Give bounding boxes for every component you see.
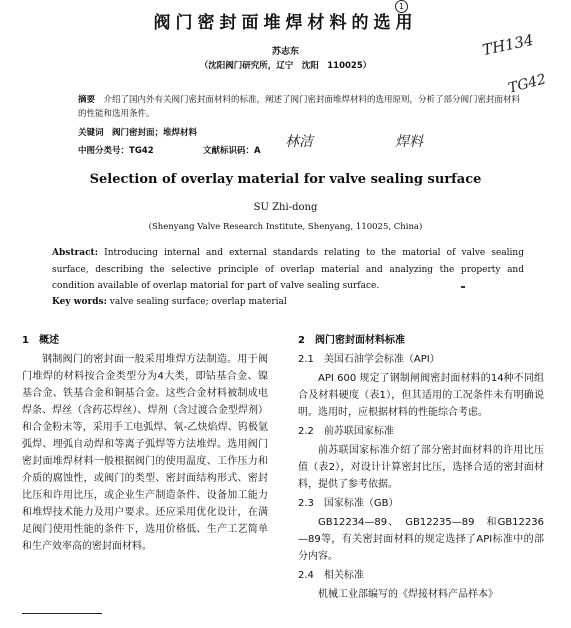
affiliation-cn: （沈阳阀门研究所，辽宁 沈阳 110025）: [199, 61, 372, 71]
cls-label: 中图分类号：: [78, 146, 130, 156]
section-2-4-heading: 2.4 相关标准: [298, 570, 364, 581]
abstract-cn-label: 摘要: [78, 95, 96, 105]
keywords-en-label: Key words:: [52, 297, 107, 307]
handwritten-note-1: TH134: [480, 30, 536, 60]
left-column: [22, 332, 268, 555]
affiliation-en: (Shenyang Valve Research Institute, Shenyang, 110025, China): [148, 222, 423, 232]
section-2-1-heading: 2.1 美国石油学会标准（API）: [298, 354, 440, 365]
abstract-en-label: Abstract:: [52, 248, 99, 258]
keywords-en-text: valve sealing surface; overlap material: [109, 297, 287, 307]
section-2-2-heading: 2.2 前苏联国家标准: [298, 426, 394, 437]
author-en: SU Zhi-dong: [253, 202, 318, 213]
paper-title-en: Selection of overlay material for valve sealing surface: [89, 172, 482, 187]
keywords-cn: [78, 126, 197, 138]
keywords-en: [52, 297, 287, 307]
scan-mark: [461, 286, 465, 288]
circled-page-mark: 1: [395, 0, 408, 13]
abstract-en: [52, 245, 524, 295]
handwritten-signature-2: 焊料: [395, 134, 423, 150]
doc-label: 文献标识码：: [203, 146, 255, 156]
section-2-2-text: 前苏联国家标准介绍了部分密封面材料的许用比压值（表2），对设计计算密封比压，选择合适的密封面材料，提供了参考依据。: [298, 445, 544, 490]
handwritten-signature-1: 林洁: [285, 134, 313, 150]
keywords-cn-text: 阀门密封面；堆焊材料: [112, 128, 198, 138]
abstract-en-text: Introducing internal and external standards relating to the matorial of valve sealing surface, describing the selective principle of overlap material and analyzing the property and condition available of overlap matorial for part of valve sealing surface.: [52, 248, 524, 291]
handwritten-note-2: TG42: [506, 71, 548, 97]
footnote-rule: [22, 613, 102, 614]
section-1-heading: 1 概述: [22, 335, 59, 346]
classification-line: [78, 144, 261, 156]
section-2-4-text: 机械工业部编写的《焊接材料产品样本》: [318, 589, 498, 600]
section-2-heading: 2 阀门密封面材料标准: [298, 335, 405, 346]
doc-value: A: [254, 146, 261, 156]
cls-value: TG42: [129, 146, 154, 156]
section-1-text: 钢制阀门的密封面一般采用堆焊方法制造。用于阀门堆焊的材料按合金类型分为4大类，即钴基合金、镍基合金、铁基合金和铜基合金。这些合金材料被制成电焊条、焊丝（含药芯焊丝）、焊剂（含过渡合金型焊剂）和合金粉末等，采用手工电弧焊、氧-乙炔焰焊、钨极氩弧焊、埋弧自动焊和等离子弧焊等方法堆焊。选用阀门密封面堆焊材料一般根据阀门的使用温度、工作压力和介质的腐蚀性，或阀门的类型、密封面结构形式、密封比压和许用比压，或企业生产制造条件、设备加工能力和堆焊技术能力及用户要求。还应采用优化设计，在满足阀门使用性能的条件下，选用价格低、生产工艺简单和生产效率高的密封面材料。: [22, 354, 268, 552]
right-column: [298, 332, 544, 603]
author-cn: 苏志东: [271, 47, 299, 57]
section-2-1-text: API 600 规定了钢制闸阀密封面材料的14种不同组合及材料硬度（表1），但其适用的工况条件未有明确说明。选用时，应根据材料的性能综合考虑。: [298, 373, 544, 418]
paper-title-cn: 阀门密封面堆焊材料的选用: [153, 13, 418, 33]
abstract-cn: [78, 93, 528, 121]
section-2-3-heading: 2.3 国家标准（GB）: [298, 498, 399, 509]
section-2-3-text: GB12234—89、 GB12235—89 和GB12236—89等，有关密封面材料的规定选择了API标准中的部分内容。: [298, 517, 544, 562]
keywords-cn-label: 关键词: [78, 128, 104, 138]
abstract-cn-text: 介绍了国内外有关阀门密封面材料的标准，阐述了阀门密封面堆焊材料的选用原则，分析了部分阀门密封面材料的性能和选用条件。: [78, 95, 521, 119]
